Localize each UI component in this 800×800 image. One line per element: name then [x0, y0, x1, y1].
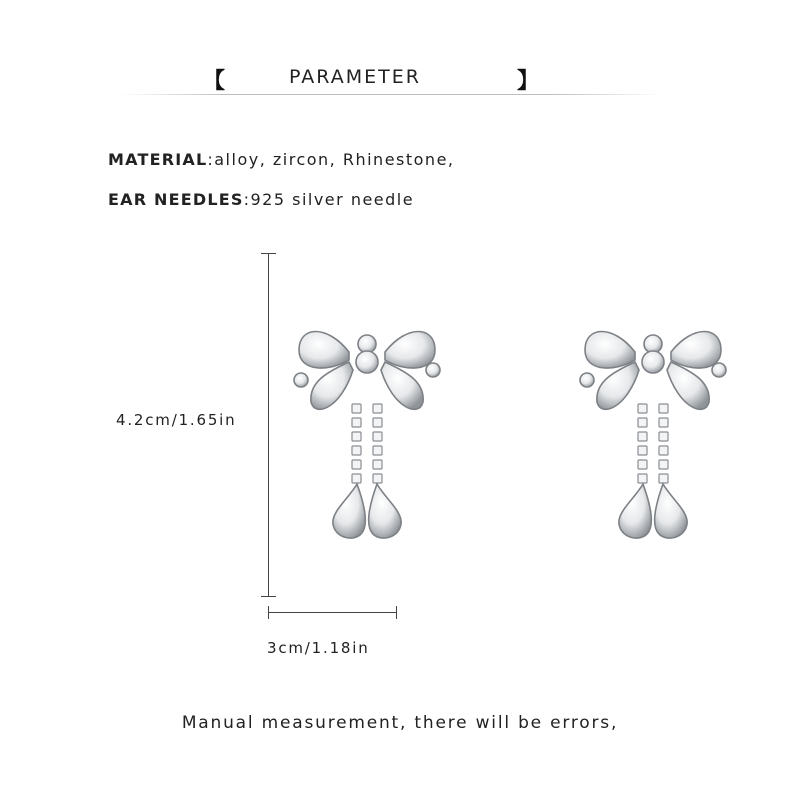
height-dimension-cap-bottom [261, 596, 276, 597]
earring-image-left [287, 320, 447, 550]
header-bracket-left: 【 [203, 69, 226, 94]
measurement-disclaimer: Manual measurement, there will be errors, [181, 713, 619, 733]
width-dimension-cap-right [396, 606, 397, 619]
width-dimension-line [268, 612, 397, 613]
earring-image-right [573, 320, 733, 550]
header-bracket-right: 】 [517, 69, 540, 94]
height-dimension-line [268, 253, 269, 596]
spec-material [108, 150, 455, 169]
header-divider [120, 94, 660, 95]
spec-material-key: MATERIAL [108, 150, 208, 169]
height-dimension-label: 4.2cm/1.65in [116, 411, 237, 429]
spec-ear-needles-key: EAR NEEDLES [108, 190, 244, 209]
spec-ear-needles-value: :925 silver needle [243, 190, 415, 209]
spec-material-value: :alloy, zircon, Rhinestone, [207, 150, 455, 169]
parameter-header [0, 60, 800, 100]
header-title: PARAMETER [289, 66, 421, 88]
spec-ear-needles [108, 190, 414, 209]
width-dimension-label: 3cm/1.18in [267, 639, 370, 657]
